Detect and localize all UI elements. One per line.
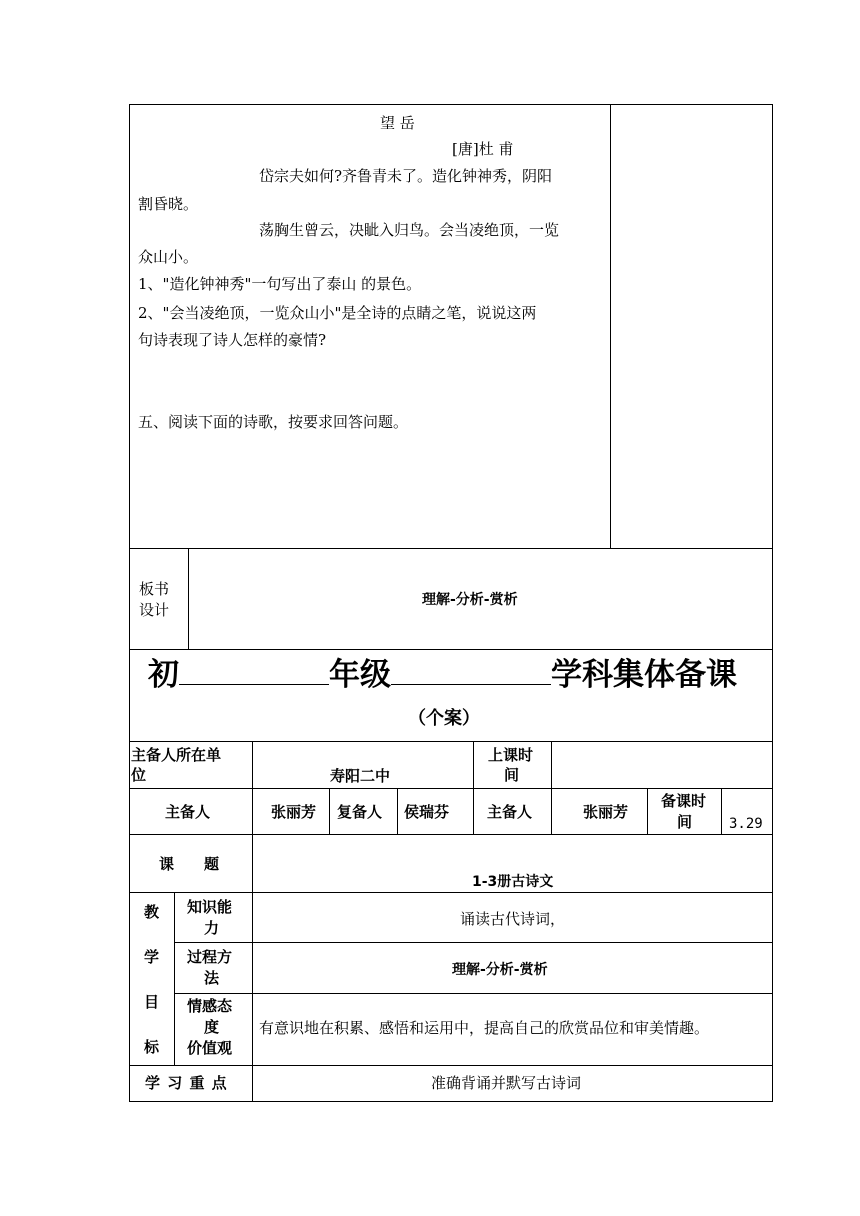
goals-side-1: 教 [144, 903, 160, 921]
poem-line-1a: 岱宗夫如何?齐鲁青未了。造化钟神秀，阴阳 [259, 167, 553, 185]
poem-line-2a: 荡胸生曾云，决眦入归鸟。会当凌绝顶，一览 [259, 221, 560, 239]
prep-time-value: 3.29 [729, 816, 763, 832]
emotion-label-b: 度 [204, 1018, 220, 1036]
co-value: 侯瑞芬 [404, 803, 450, 821]
emotion-label-a: 情感态 [187, 997, 233, 1015]
goals-side-2: 学 [144, 948, 160, 966]
prep-time-label-b: 间 [677, 813, 693, 831]
board-label-b: 设计 [139, 601, 170, 619]
header-subtitle: （个案） [408, 708, 480, 729]
class-time-label-b: 间 [504, 766, 520, 784]
unit-label-b: 位 [131, 766, 147, 784]
poem-line-2b: 众山小。 [138, 248, 199, 266]
poem-title: 望 岳 [380, 114, 415, 132]
lead-value-2: 张丽芳 [583, 803, 629, 821]
process-value: 理解-分析-赏析 [452, 962, 548, 978]
question-2b: 句诗表现了诗人怎样的豪情? [138, 331, 327, 349]
emotion-label-c: 价值观 [187, 1039, 233, 1057]
header-part-1: 初 [148, 657, 179, 693]
header-part-2: 年级 [329, 657, 391, 693]
focus-label: 学 习 重 点 [145, 1074, 228, 1092]
knowledge-label-b: 力 [204, 919, 220, 937]
topic-value: 1-3册古诗文 [472, 874, 554, 890]
poem-line-1b: 割昏晓。 [138, 195, 199, 213]
header-part-3: 学科集体备课 [551, 657, 737, 693]
poem-author: [唐]杜 甫 [452, 140, 514, 158]
lead-value: 张丽芳 [271, 803, 317, 821]
header-title [148, 656, 737, 693]
process-label-b: 法 [204, 969, 220, 987]
class-time-label-a: 上课时 [488, 746, 534, 764]
knowledge-label-a: 知识能 [187, 898, 233, 916]
lead-label: 主备人 [165, 803, 211, 821]
emotion-value: 有意识地在积累、感悟和运用中，提高自己的欣赏品位和审美情趣。 [259, 1019, 710, 1037]
topic-label: 课 题 [159, 855, 220, 873]
focus-value: 准确背诵并默写古诗词 [431, 1074, 582, 1092]
question-2a: 2、"会当凌绝顶，一览众山小"是全诗的点睛之笔，说说这两 [138, 304, 537, 322]
process-label-a: 过程方 [187, 948, 233, 966]
goals-side-3: 目 [144, 993, 160, 1011]
goals-side-4: 标 [144, 1038, 160, 1056]
prep-time-label-a: 备课时 [661, 792, 707, 810]
unit-value: 寿阳二中 [330, 767, 391, 785]
question-1: 1、"造化钟神秀"一句写出了泰山 的景色。 [138, 275, 422, 293]
co-label: 复备人 [337, 803, 383, 821]
section-5-heading: 五、阅读下面的诗歌，按要求回答问题。 [138, 413, 409, 431]
knowledge-value: 诵读古代诗词， [460, 910, 566, 928]
lead-label-2: 主备人 [487, 803, 533, 821]
unit-label-a: 主备人所在单 [131, 746, 222, 764]
board-label-a: 板书 [139, 580, 170, 598]
board-content: 理解-分析-赏析 [422, 592, 518, 608]
